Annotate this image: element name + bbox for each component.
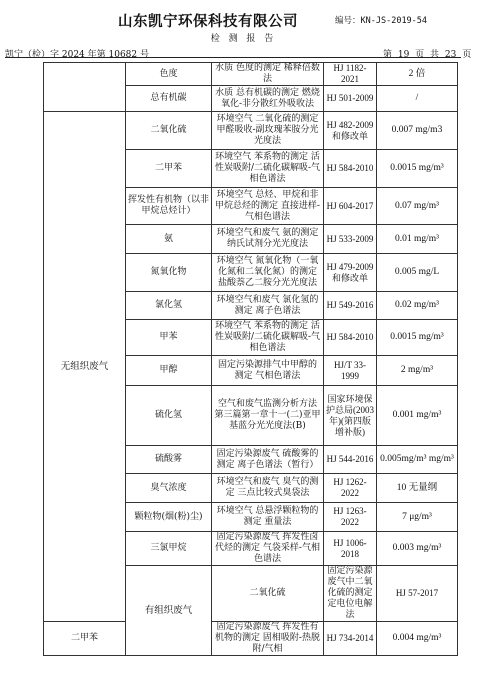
item-cell: 氨 [126, 225, 212, 254]
standard-cell: HJ 482-2009 和修改单 [324, 112, 377, 150]
limit-cell: 0.02 mg/m³ [377, 292, 458, 320]
item-cell: 二甲苯 [44, 622, 126, 656]
item-cell: 颗粒物(烟(粉)尘) [126, 503, 212, 532]
item-cell: 硫化氢 [126, 386, 212, 446]
item-cell: 色度 [126, 63, 212, 86]
item-cell: 三氯甲烷 [126, 532, 212, 566]
standard-cell: HJ 57-2017 [377, 566, 458, 622]
standard-cell: HJ 734-2014 [324, 622, 377, 656]
method-cell: 环境空气 总烃、甲烷和非甲烷总烃的测定 直接进样-气相色谱法 [212, 188, 324, 225]
standard-cell: HJ 1006-2018 [324, 532, 377, 566]
item-cell: 挥发性有机物（以非甲烷总烃计） [126, 188, 212, 225]
item-cell: 硫酸雾 [126, 446, 212, 474]
company-name: 山东凯宁环保科技有限公司 [118, 13, 298, 30]
limit-cell: 0.007 mg/m3 [377, 112, 458, 150]
limit-cell: 0.003 mg/m³ [377, 532, 458, 566]
method-cell: 环境空气 苯系物的测定 活性炭吸附/二硫化碳解吸-气相色谱法 [212, 320, 324, 356]
method-cell: 固定污染源废气 硫酸雾的测定 离子色谱法（暂行） [212, 446, 324, 474]
limit-cell: 0.01 mg/m³ [377, 225, 458, 254]
report-subtitle: 检 测 报 告 [210, 34, 277, 44]
group-label-organized: 有组织废气 [126, 566, 212, 656]
report-number: 凯宁（检）字 2024 年第 10682 号 [5, 50, 149, 60]
limit-cell: 0.004 mg/m³ [377, 622, 458, 656]
standard-cell: HJ 544-2016 [324, 446, 377, 474]
standard-cell: HJ 1262-2022 [324, 474, 377, 503]
method-cell: 固定污染源排气中甲醇的测定 气相色谱法 [212, 356, 324, 386]
group-label-unorganized: 无组织废气 [44, 112, 126, 622]
standard-cell: HJ 1263-2022 [324, 503, 377, 532]
table-row [44, 622, 458, 656]
group-cell-blank [44, 63, 126, 112]
standard-cell: HJ 501-2009 [324, 86, 377, 112]
standard-cell: HJ 584-2010 [324, 150, 377, 188]
page-info: 第 19 页 共 23 页 [383, 50, 472, 60]
limit-cell: / [377, 86, 458, 112]
method-cell: 空气和废气监测分析方法第三篇第一章十一(二)亚甲基蓝分光光度法(B) [212, 386, 324, 446]
method-cell: 环境空气 总悬浮颗粒物的测定 重量法 [212, 503, 324, 532]
document-number: 编号：KN-JS-2019-54 [335, 16, 428, 26]
item-cell: 二氧化硫 [126, 112, 212, 150]
limit-cell: 0.001 mg/m³ [377, 386, 458, 446]
limit-cell: 0.0015 mg/m³ [377, 320, 458, 356]
limit-cell: 10 无量纲 [377, 474, 458, 503]
standard-cell: HJ 533-2009 [324, 225, 377, 254]
item-cell: 臭气浓度 [126, 474, 212, 503]
limit-cell: 7 μg/m³ [377, 503, 458, 532]
limit-cell: 2 mg/m³ [377, 356, 458, 386]
header-divider [5, 57, 461, 58]
standard-cell: HJ 549-2016 [324, 292, 377, 320]
limit-cell: 0.005mg/m³ mg/m³ [377, 446, 458, 474]
method-cell: 环境空气 氮氧化物（一氧化氮和二氧化氮）的测定 盐酸萘乙二胺分光光度法 [212, 254, 324, 292]
item-cell: 二甲苯 [126, 150, 212, 188]
method-cell: 固定污染源废气 挥发性有机物的测定 固相吸附-热脱附/气相 [212, 622, 324, 656]
table-row [44, 63, 458, 86]
standard-cell: HJ/T 33-1999 [324, 356, 377, 386]
item-cell: 氮氧化物 [126, 254, 212, 292]
item-cell: 二氧化硫 [212, 566, 324, 622]
item-cell: 总有机碳 [126, 86, 212, 112]
standard-cell: HJ 1182-2021 [324, 63, 377, 86]
item-cell: 氯化氢 [126, 292, 212, 320]
method-cell: 固定污染源废气 挥发性卤代烃的测定 气袋采样-气相色谱法 [212, 532, 324, 566]
item-cell: 甲醇 [126, 356, 212, 386]
limit-cell: 0.005 mg/L [377, 254, 458, 292]
limit-cell: 2 倍 [377, 63, 458, 86]
method-cell: 环境空气和废气 臭气的测定 三点比较式臭袋法 [212, 474, 324, 503]
method-cell: 水质 色度的测定 稀释倍数法 [212, 63, 324, 86]
standard-cell: HJ 604-2017 [324, 188, 377, 225]
table-row [44, 112, 458, 150]
limit-cell: 0.07 mg/m³ [377, 188, 458, 225]
method-cell: 水质 总有机碳的测定 燃烧氧化-非分散红外吸收法 [212, 86, 324, 112]
method-cell: 环境空气和废气 氯化氢的测定 离子色谱法 [212, 292, 324, 320]
standard-cell: HJ 479-2009 和修改单 [324, 254, 377, 292]
method-cell: 环境空气和废气 氨的测定 纳氏试剂分光光度法 [212, 225, 324, 254]
method-cell: 环境空气 二氧化硫的测定 甲醛吸收-副玫瑰苯胺分光光度法 [212, 112, 324, 150]
limit-cell: 0.0015 mg/m³ [377, 150, 458, 188]
standard-cell: 国家环境保护总局(2003年)(第四版增补版) [324, 386, 377, 446]
item-cell: 甲苯 [126, 320, 212, 356]
standard-cell: HJ 584-2010 [324, 320, 377, 356]
method-cell: 环境空气 苯系物的测定 活性炭吸附/二硫化碳解吸-气相色谱法 [212, 150, 324, 188]
test-method-table [43, 62, 458, 656]
method-cell: 固定污染源废气中二氧化硫的测定 定电位电解法 [324, 566, 377, 622]
